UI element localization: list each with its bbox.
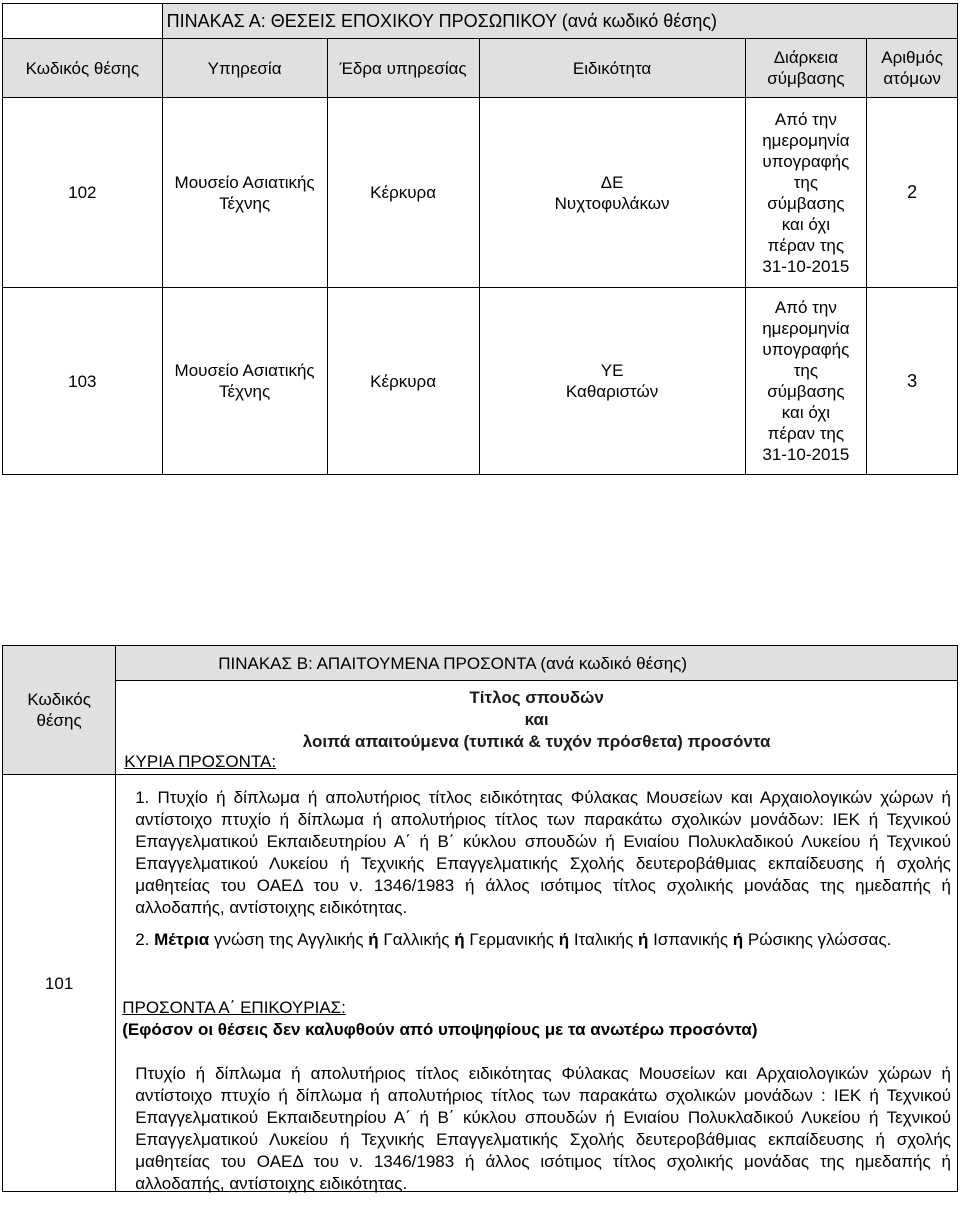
header-code: Κωδικός θέσης — [3, 39, 163, 98]
studies-line3: λοιπά απαιτούμενα (τυπικά & τυχόν πρόσθετα) προσόντα — [302, 732, 771, 751]
table-row — [3, 98, 958, 288]
table-b-code-header: Κωδικός θέσης — [3, 646, 116, 775]
row-service: Μουσείο Ασιατικής Τέχνης — [162, 98, 327, 288]
table-row — [3, 288, 958, 475]
studies-heading — [116, 687, 957, 753]
main-qualifications-label: ΚΥΡΙΑ ΠΡΟΣΟΝΤΑ: — [124, 752, 277, 771]
qualification-item-1 — [135, 787, 951, 919]
table-b — [2, 645, 958, 1192]
row-code: 103 — [3, 288, 163, 475]
item-1-text: Πτυχίο ή δίπλωμα ή απολυτήριος τίτλος ειδικότητας Φύλακας Μουσείων και Αρχαιολογικών χώρων ή αντίστοιχο πτυχίο ή δίπλωμα ή απολυτήριος τίτλος των παρακάτω σχολικών μονάδων: ΙΕΚ ή Τεχνικού Επαγγελματικού Εκπαιδευτηρίου Α΄ ή Β΄ κύκλου σπουδών ή Ενιαίου Πολυκλαδικού Λυκείου ή Τεχνικού Επαγγελματικού Λυκείου ή Τεχνικής Επαγγελματικής Σχολής δευτεροβάθμιας εκπαίδευσης ή σχολής μαθητείας του ΟΑΕΔ του ν. 1346/1983 ή άλλος ισότιμος τίτλος σχολικής μονάδας της ημεδαπής ή αλλοδαπής, αντίστοιχης ειδικότητας. — [135, 788, 951, 917]
item-2-level: Μέτρια — [154, 930, 210, 949]
row-count: 2 — [867, 98, 958, 288]
header-count: Αριθμός ατόμων — [867, 39, 958, 98]
aux-label: ΠΡΟΣΟΝΤΑ Α΄ ΕΠΙΚΟΥΡΙΑΣ: — [122, 998, 346, 1017]
row-seat: Κέρκυρα — [327, 98, 479, 288]
table-b-code: 101 — [3, 775, 116, 1192]
or-5: ή — [732, 930, 744, 949]
lang-es: Ισπανικής — [648, 930, 733, 949]
row-specialty: ΥΕ Καθαριστών — [479, 288, 745, 475]
or-4: ή — [638, 930, 649, 949]
row-specialty: ΔΕ Νυχτοφυλάκων — [479, 98, 745, 288]
item-2-text: γνώση της Αγγλικής — [209, 930, 369, 949]
auxiliary-text: Πτυχίο ή δίπλωμα ή απολυτήριος τίτλος ειδικότητας Φύλακας Μουσείων και Αρχαιολογικών χώρων ή αντίστοιχο πτυχίο ή δίπλωμα ή απολυτήριος τίτλος των παρακάτω σχολικών μονάδων : ΙΕΚ ή Τεχνικού Επαγγελματικού Εκπαιδευτηρίου Α΄ ή Β΄ κύκλου σπουδών ή Ενιαίου Πολυκλαδικού Λυκείου ή Τεχνικού Επαγγελματικού Λυκείου ή Τεχνικής Επαγγελματικής Σχολής δευτεροβάθμιας εκπαίδευσης ή σχολής μαθητείας του ΟΑΕΔ του ν. 1346/1983 ή άλλος ισότιμος τίτλος σχολικής μονάδας της ημεδαπής ή αλλοδαπής, αντίστοιχης ειδικότητας. — [135, 1064, 951, 1193]
header-specialty: Ειδικότητα — [479, 39, 745, 98]
or-3: ή — [558, 930, 570, 949]
item-2-number: 2. — [135, 930, 150, 949]
auxiliary-heading — [122, 997, 951, 1041]
lang-ru: Ρώσικης γλώσσας. — [743, 930, 892, 949]
table-a — [2, 3, 958, 475]
lang-fr: Γαλλικής — [378, 930, 455, 949]
table-a-title: ΠΙΝΑΚΑΣ Α: ΘΕΣΕΙΣ ΕΠΟΧΙΚΟΥ ΠΡΟΣΩΠΙΚΟΥ (ανά κωδικό θέσης) — [162, 4, 957, 39]
or-2: ή — [454, 930, 465, 949]
row-duration: Από την ημερομηνία υπογραφής της σύμβασης και όχι πέραν της 31-10-2015 — [745, 288, 867, 475]
header-seat: Έδρα υπηρεσίας — [327, 39, 479, 98]
studies-line2: και — [524, 710, 549, 729]
row-code: 102 — [3, 98, 163, 288]
header-service: Υπηρεσία — [162, 39, 327, 98]
qualifications-body — [116, 775, 958, 1192]
studies-line1: Τίτλος σπουδών — [469, 688, 604, 707]
row-service: Μουσείο Ασιατικής Τέχνης — [162, 288, 327, 475]
row-seat: Κέρκυρα — [327, 288, 479, 475]
header-duration: Διάρκεια σύμβασης — [745, 39, 867, 98]
lang-de: Γερμανικής — [464, 930, 559, 949]
table-b-title: ΠΙΝΑΚΑΣ Β: ΑΠΑΙΤΟΥΜΕΝΑ ΠΡΟΣΟΝΤΑ (ανά κωδικό θέσης) — [116, 646, 958, 681]
qualification-item-2 — [135, 929, 951, 951]
row-count: 3 — [867, 288, 958, 475]
or-1: ή — [368, 930, 379, 949]
lang-it: Ιταλικής — [569, 930, 638, 949]
item-1-number: 1. — [135, 788, 150, 807]
table-a-corner — [3, 4, 163, 39]
aux-note: (Εφόσον οι θέσεις δεν καλυφθούν από υποψηφίους με τα ανωτέρω προσόντα) — [122, 1020, 758, 1039]
row-duration: Από την ημερομηνία υπογραφής της σύμβασης και όχι πέραν της 31-10-2015 — [745, 98, 867, 288]
table-b-subheader — [116, 681, 958, 775]
